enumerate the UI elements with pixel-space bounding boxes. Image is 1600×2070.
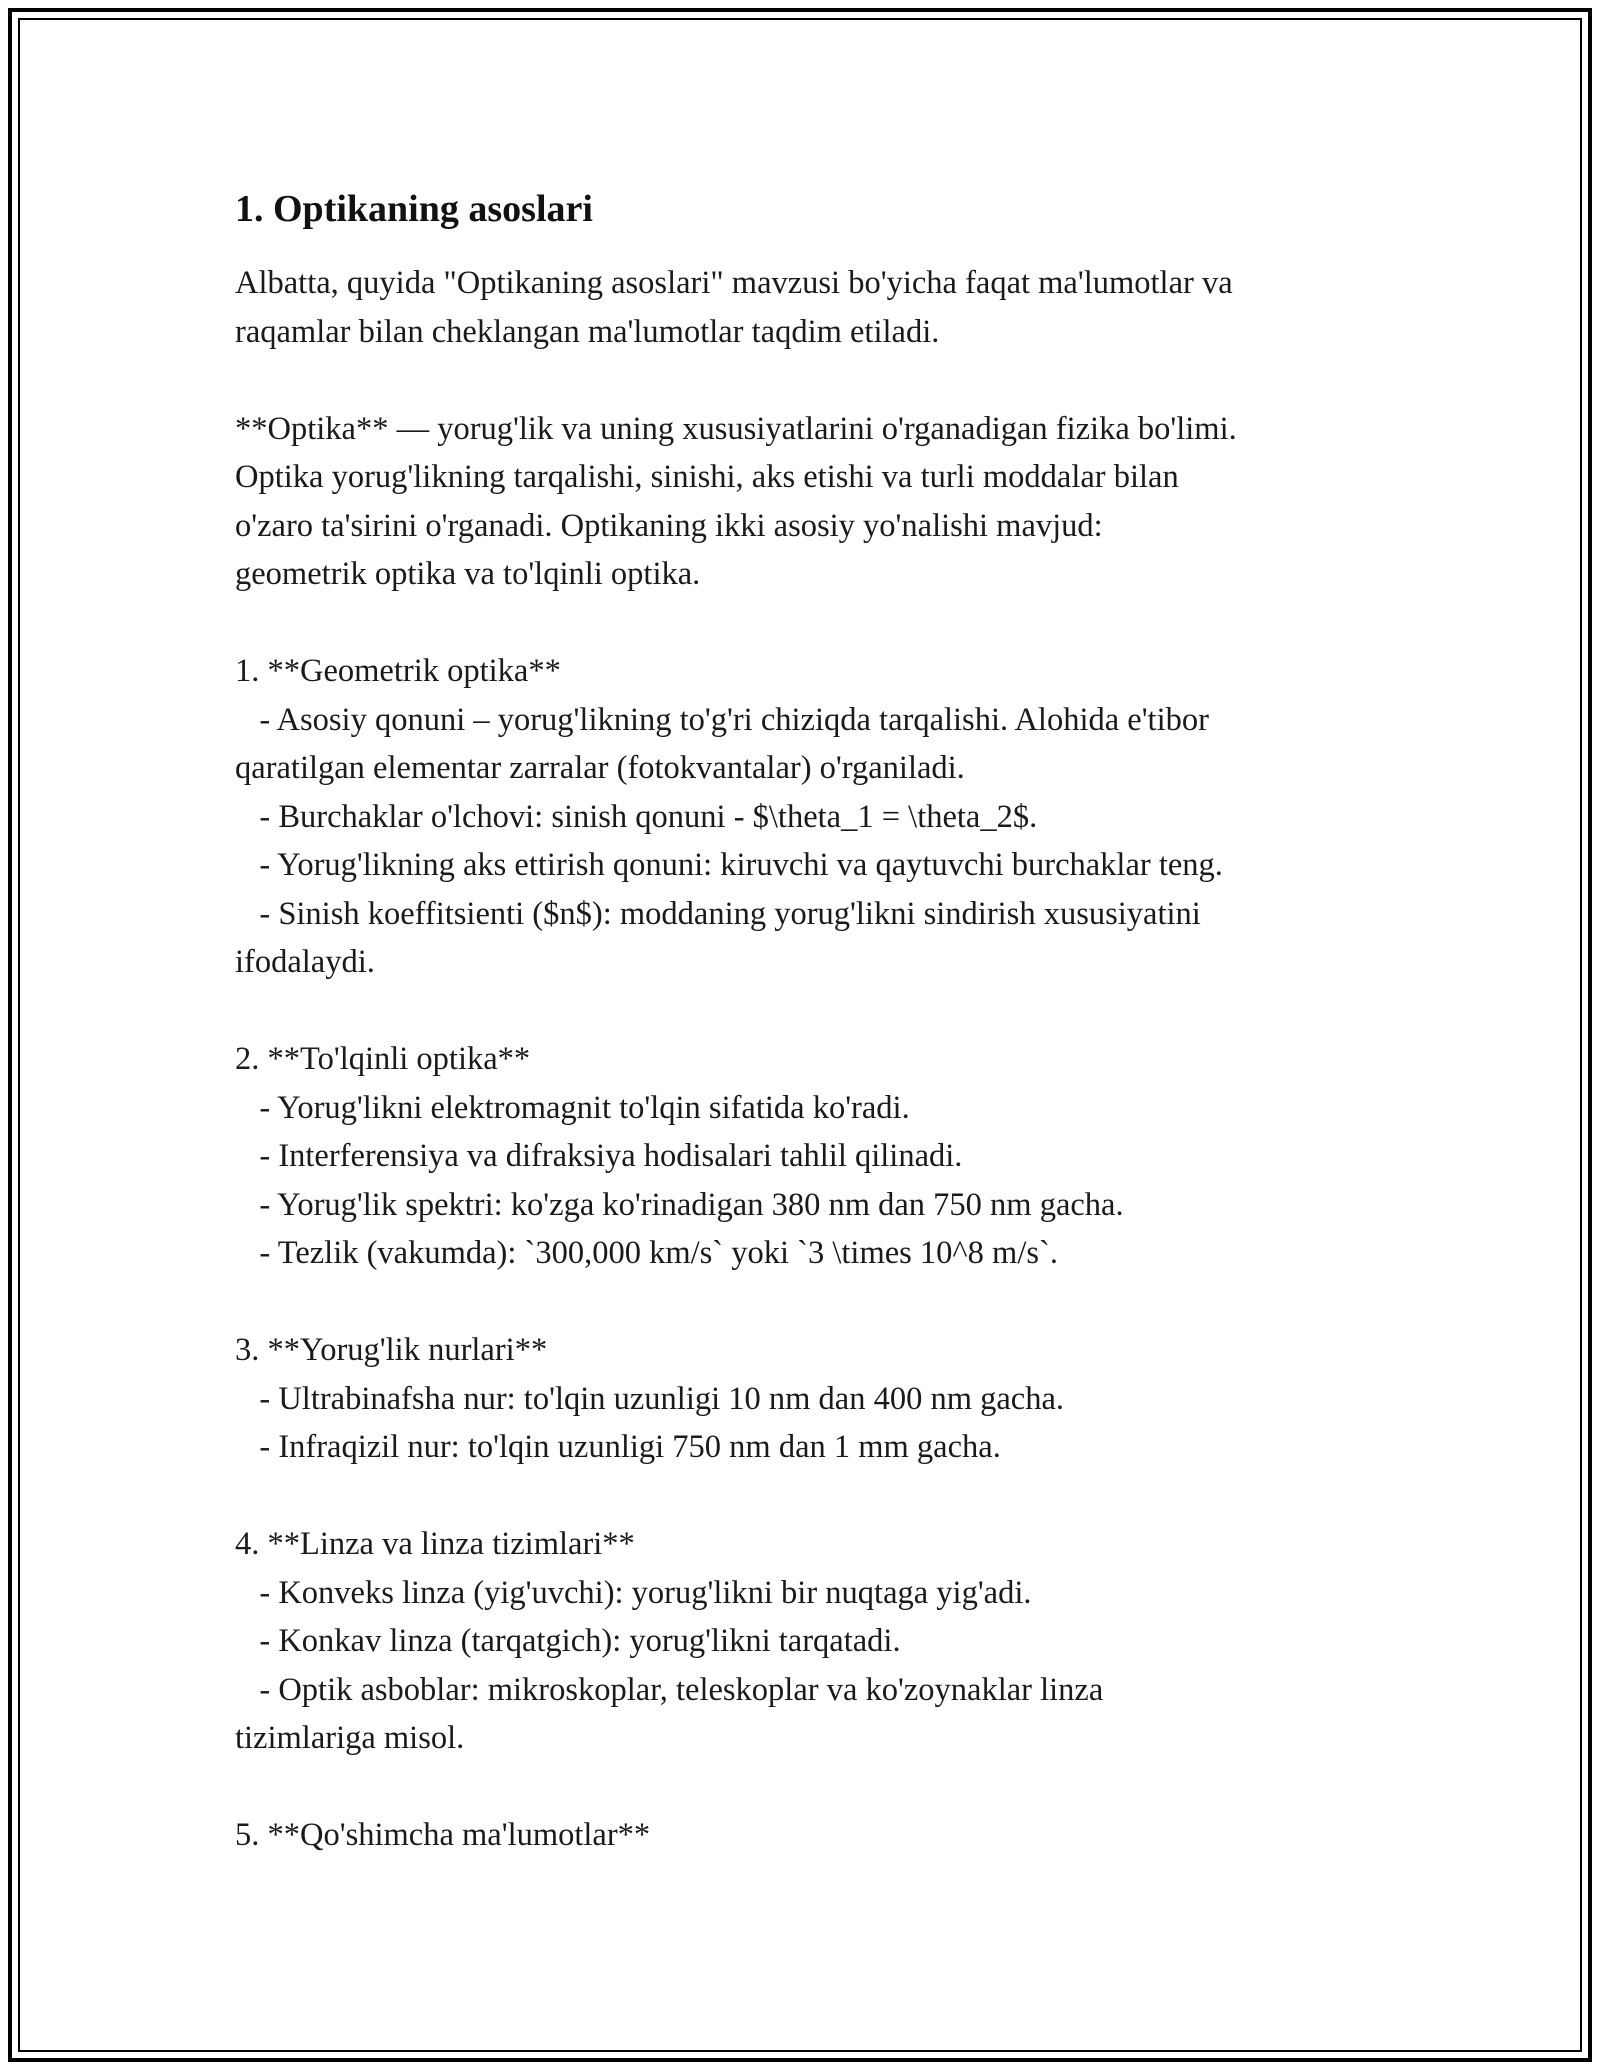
- text-line: - Yorug'lik spektri: ko'zga ko'rinadigan 380 nm dan 750 nm gacha.: [235, 1186, 1124, 1223]
- document-text: [235, 259, 1375, 1860]
- text-line: 3. **Yorug'lik nurlari**: [235, 1332, 548, 1368]
- blank-line: [235, 1763, 1375, 1812]
- text-line: raqamlar bilan cheklangan ma'lumotlar taqdim etiladi.: [235, 313, 940, 350]
- text-line: - Asosiy qonuni – yorug'likning to'g'ri chiziqda tarqalishi. Alohida e'tibor: [235, 701, 1209, 738]
- blank-line: [235, 987, 1375, 1036]
- blank-line: [235, 356, 1375, 405]
- text-line: - Ultrabinafsha nur: to'lqin uzunligi 10 nm dan 400 nm gacha.: [235, 1380, 1065, 1417]
- text-line: - Yorug'likning aks ettirish qonuni: kiruvchi va qaytuvchi burchaklar teng.: [235, 847, 1223, 883]
- text-line: - Infraqizil nur: to'lqin uzunligi 750 nm dan 1 mm gacha.: [235, 1429, 1001, 1465]
- text-line: 4. **Linza va linza tizimlari**: [235, 1526, 635, 1562]
- text-line: - Yorug'likni elektromagnit to'lqin sifatida ko'radi.: [235, 1089, 910, 1126]
- text-line: qaratilgan elementar zarralar (fotokvantalar) o'rganiladi.: [235, 750, 965, 786]
- document-body: [235, 185, 1375, 1860]
- blank-line: [235, 1472, 1375, 1521]
- text-line: 2. **To'lqinli optika**: [235, 1041, 531, 1077]
- text-line: 5. **Qo'shimcha ma'lumotlar**: [235, 1817, 651, 1853]
- text-line: tizimlariga misol.: [235, 1720, 465, 1756]
- text-line: - Interferensiya va difraksiya hodisalari tahlil qilinadi.: [235, 1138, 963, 1174]
- text-line: Optika yorug'likning tarqalishi, sinishi, aks etishi va turli moddalar bilan: [235, 459, 1179, 495]
- text-line: - Konveks linza (yig'uvchi): yorug'likni bir nuqtaga yig'adi.: [235, 1574, 1032, 1611]
- text-line: - Sinish koeffitsienti ($n$): moddaning yorug'likni sindirish xususiyatini: [235, 895, 1201, 932]
- text-line: - Konkav linza (tarqatgich): yorug'likni tarqatadi.: [235, 1623, 901, 1659]
- text-line: - Tezlik (vakumda): `300,000 km/s` yoki `3 \times 10^8 m/s`.: [235, 1235, 1058, 1271]
- text-line: - Burchaklar o'lchovi: sinish qonuni - $\theta_1 = \theta_2$.: [235, 798, 1038, 835]
- blank-line: [235, 1278, 1375, 1327]
- document-title: 1. Optikaning asoslari: [235, 188, 593, 230]
- text-line: **Optika** — yorug'lik va uning xususiyatlarini o'rganadigan fizika bo'limi.: [235, 410, 1237, 447]
- text-line: 1. **Geometrik optika**: [235, 653, 561, 689]
- blank-line: [235, 599, 1375, 648]
- text-line: ifodalaydi.: [235, 944, 375, 980]
- text-line: Albatta, quyida "Optikaning asoslari" mavzusi bo'yicha faqat ma'lumotlar va: [235, 265, 1233, 301]
- text-line: geometrik optika va to'lqinli optika.: [235, 556, 701, 592]
- text-line: - Optik asboblar: mikroskoplar, teleskoplar va ko'zoynaklar linza: [235, 1671, 1104, 1708]
- text-line: o'zaro ta'sirini o'rganadi. Optikaning ikki asosiy yo'nalishi mavjud:: [235, 507, 1103, 544]
